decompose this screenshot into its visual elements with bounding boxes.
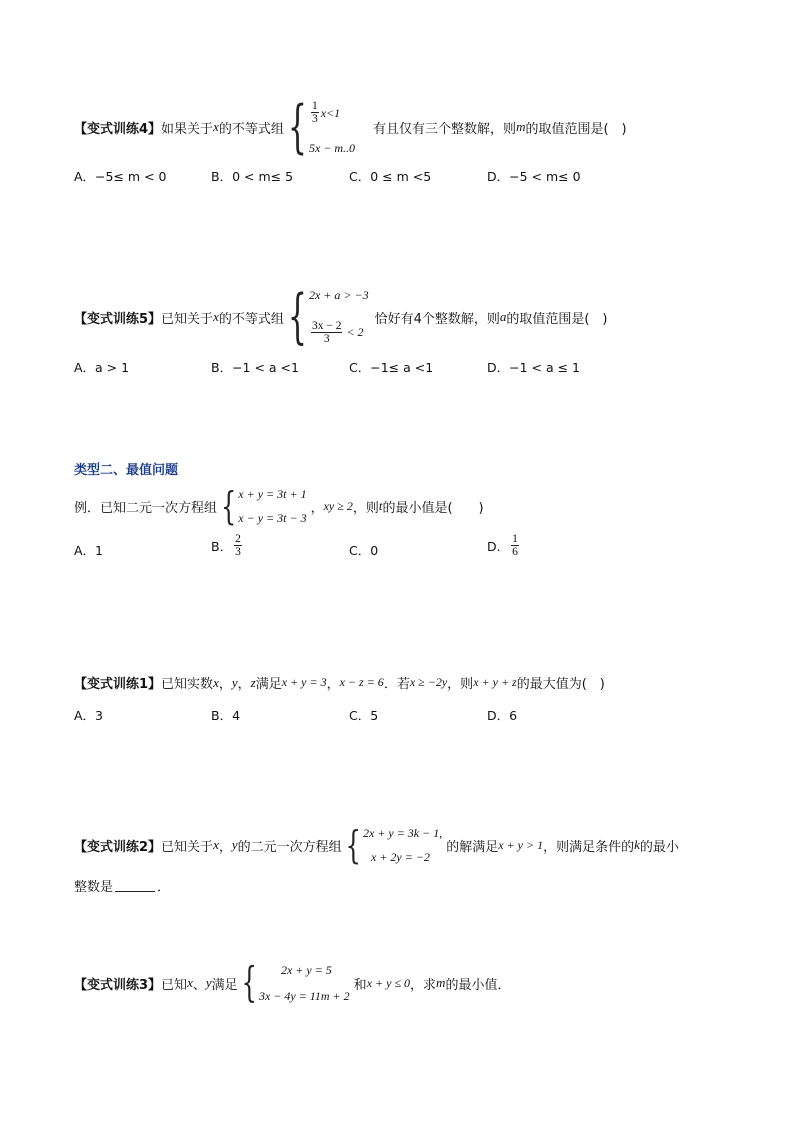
problem-tag: 【变式训练5】: [74, 311, 162, 327]
stem-text: 的最小值．: [445, 977, 511, 993]
system-line: 2x + y = 5: [280, 963, 332, 977]
stem-text: ，则: [447, 677, 474, 692]
problem-4-stem: [74, 93, 627, 161]
punct: 、: [192, 977, 206, 993]
variant-3-stem: [74, 959, 511, 1007]
answer-blank[interactable]: [115, 879, 155, 892]
frac-den: 3: [235, 546, 241, 559]
equation: x + y = 3: [281, 675, 327, 689]
system-line: x + 2y = −2: [370, 850, 430, 864]
system-line: 3x − 4y = 11m + 2: [258, 989, 350, 1003]
target-expr: x + y + z: [473, 675, 517, 689]
var-x: x: [187, 975, 193, 990]
frac-den: 3: [323, 332, 330, 345]
option-a[interactable]: A．1: [74, 543, 104, 558]
frac-num: 3x − 2: [311, 319, 342, 332]
var-x: x: [213, 119, 219, 134]
stem-text: 有且仅有三个整数解，则: [373, 121, 517, 137]
option-a[interactable]: A．−5≤ m < 0: [74, 169, 167, 184]
var-y: y: [205, 975, 212, 990]
option-a[interactable]: A．3: [74, 708, 104, 723]
option-label: B．: [211, 538, 233, 554]
equation-system: [221, 483, 307, 529]
punct: ，: [326, 677, 340, 692]
stem-text: 已知: [161, 977, 188, 993]
left-brace: {: [221, 483, 237, 529]
stem-text: 的解满足: [446, 839, 499, 855]
system-line: < 2: [346, 325, 364, 340]
frac-den: 6: [512, 546, 518, 559]
option-d[interactable]: D．−5 < m≤ 0: [487, 169, 581, 184]
punct: ，: [218, 839, 232, 855]
stem-text: 整数是: [74, 880, 114, 895]
stem-text: 满足: [211, 977, 238, 993]
stem-text: ，求: [410, 977, 437, 993]
variant-2-line2: [74, 876, 170, 895]
variant-2-stem: [74, 822, 679, 868]
problem-tag: 【变式训练1】: [74, 677, 162, 692]
frac-num: 2: [235, 533, 241, 545]
system-line: 2x + y = 3k − 1,: [362, 826, 443, 840]
stem-text: 例．已知二元一次方程组: [74, 500, 218, 516]
system-line: x − y = 3t − 3: [238, 511, 307, 525]
stem-text: 已知关于: [161, 311, 214, 327]
punct: ．: [157, 880, 171, 895]
stem-text: 满足: [255, 677, 282, 692]
option-d[interactable]: D．−1 < a ≤ 1: [487, 360, 581, 375]
condition-expr: x + y > 1: [498, 837, 544, 852]
condition-expr: x ≥ −2y: [409, 675, 448, 689]
condition-expr: xy ≥ 2: [323, 498, 353, 513]
var-m: m: [516, 119, 526, 134]
system-line: 2x + a > −3: [308, 288, 369, 302]
var-x: x: [213, 674, 219, 690]
frac-den: 3: [311, 113, 318, 126]
stem-text: 如果关于: [161, 121, 214, 137]
option-c[interactable]: C．−1≤ a <1: [349, 360, 434, 375]
left-brace: {: [345, 822, 361, 868]
system-line: x<1: [320, 105, 341, 120]
system-line: 5x − m..0: [308, 141, 356, 155]
stem-text: 的不等式组: [218, 311, 284, 327]
equation: x − z = 6: [339, 675, 384, 689]
system-line: x + y = 3t + 1: [238, 487, 307, 501]
frac-num: 1: [512, 533, 518, 545]
stem-text: 已知关于: [161, 839, 214, 855]
option-b[interactable]: B．−1 < a <1: [211, 360, 299, 375]
stem-text: ．若: [383, 677, 410, 692]
stem-text: 恰好有4个整数解，则: [374, 311, 500, 327]
stem-text: 的二元一次方程组: [237, 839, 342, 855]
left-brace: {: [287, 282, 307, 352]
var-k: k: [634, 837, 640, 852]
stem-text: 的最小值是( ): [382, 500, 484, 516]
problem-5-stem: [74, 282, 608, 352]
equation-system: [345, 822, 443, 868]
problem-tag: 【变式训练2】: [74, 839, 162, 855]
variant-1-stem: [74, 673, 605, 692]
section-heading: 类型二、最值问题: [74, 463, 179, 478]
condition-expr: x + y ≤ 0: [366, 975, 411, 990]
frac-num: 1: [311, 100, 318, 112]
option-d[interactable]: [487, 533, 521, 558]
option-c[interactable]: C．0: [349, 543, 379, 558]
stem-text: ，则: [352, 500, 379, 516]
var-y: y: [231, 837, 238, 852]
left-brace: {: [241, 959, 257, 1007]
option-b[interactable]: B．4: [211, 708, 241, 723]
stem-text: 的最大值为( ): [516, 677, 605, 692]
var-m: m: [436, 975, 446, 990]
left-brace: {: [287, 93, 307, 161]
var-a: a: [499, 309, 507, 324]
stem-text: 的取值范围是( ): [525, 121, 627, 137]
stem-text: 的不等式组: [218, 121, 284, 137]
inequality-system: [287, 282, 369, 352]
inequality-system: [287, 93, 356, 161]
stem-text: 已知实数: [161, 677, 214, 692]
punct: ，: [237, 677, 251, 692]
stem-text: 和: [353, 977, 367, 993]
var-x: x: [213, 309, 219, 324]
option-b[interactable]: B．0 < m≤ 5: [211, 169, 294, 184]
var-t: t: [378, 498, 383, 513]
stem-text: ，则满足条件的: [543, 839, 635, 855]
option-c[interactable]: C．0 ≤ m <5: [349, 169, 432, 184]
punct: ，: [218, 677, 232, 692]
option-c[interactable]: C．5: [349, 708, 379, 723]
problem-tag: 【变式训练3】: [74, 977, 162, 993]
option-d[interactable]: D．6: [487, 708, 518, 723]
option-a[interactable]: A．a > 1: [74, 360, 130, 375]
var-z: z: [250, 674, 256, 690]
option-label: D．: [487, 538, 510, 554]
equation-system: [241, 959, 350, 1007]
var-y: y: [231, 674, 238, 690]
example-stem: [74, 483, 484, 529]
stem-text: ，: [310, 500, 324, 516]
stem-text: 的取值范围是( ): [506, 311, 608, 327]
var-x: x: [213, 837, 219, 852]
problem-tag: 【变式训练4】: [74, 121, 162, 137]
stem-text: 的最小: [639, 839, 679, 855]
option-b[interactable]: [211, 533, 244, 558]
